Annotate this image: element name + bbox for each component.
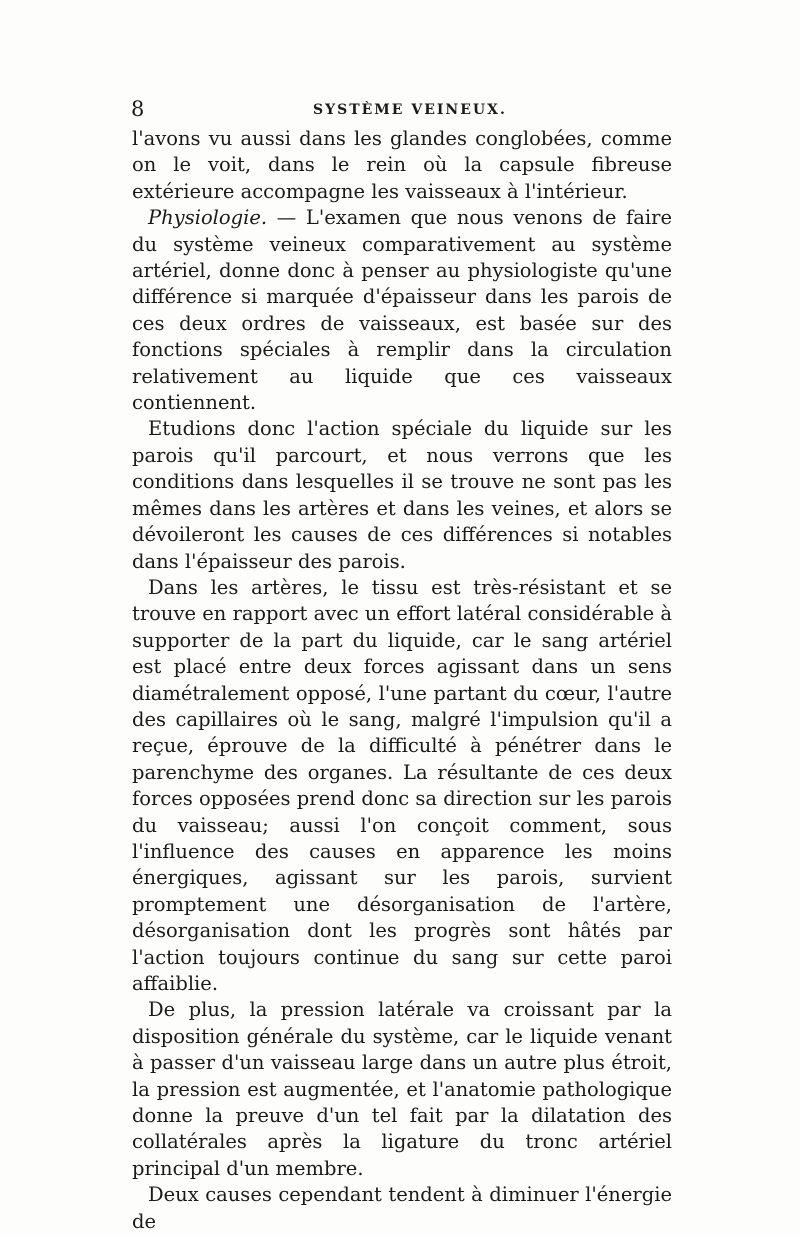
paragraph-4: Dans les artères, le tissu est très-résistant et se trouve en rapport avec un effort latéral considérable à supporter de la part du liquide, car le sang artériel est placé entre deux forces agissant dans un sens diamétralement opposé, l'une partant du cœur, l'autre des capillaires où le sang, malgré l'impulsion qu'il a reçue, éprouve de la difficulté à pénétrer dans le parenchyme des organes. La résultante de ces deux forces opposées prend donc sa direction sur les parois du vaisseau; aussi l'on conçoit comment, sous l'influence des causes en apparence les moins énergiques, agissant sur les parois, survient promptement une désorganisation de l'artère, désorganisation dont les progrès sont hâtés par l'action toujours continue du sang sur cette paroi affaiblie. <box>132 575 672 995</box>
running-head: SYSTÈME VEINEUX. <box>313 102 507 118</box>
section-heading-physiologie: Physiologie. <box>148 206 268 230</box>
paragraph-6: Deux causes cependant tendent à diminuer l'énergie de <box>132 1183 672 1233</box>
paragraph-2-text: — L'examen que nous venons de faire du système veineux comparativement au système artériel, donne donc à penser au physiologiste qu'une différence si marquée d'épaisseur dans les parois de ces deux ordres de vaisseaux, est basée sur des fonctions spéciales à remplir dans la circulation relativement au liquide que ces vaisseaux contiennent. <box>132 206 672 415</box>
page-header <box>131 97 671 121</box>
paragraph-2 <box>132 205 672 416</box>
paragraph-5: De plus, la pression latérale va croissant par la disposition générale du système, car le liquide venant à passer d'un vaisseau large dans un autre plus étroit, la pression est augmentée, et l'anatomie pathologique donne la preuve d'un tel fait par la dilatation des collatérales après la ligature du tronc artériel principal d'un membre. <box>132 998 672 1180</box>
page-number: 8 <box>131 97 145 121</box>
paragraph-1: l'avons vu aussi dans les glandes conglobées, comme on le voit, dans le rein où la capsule fibreuse extérieure accompagne les vaisseaux à l'intérieur. <box>132 127 672 203</box>
paragraph-3: Etudions donc l'action spéciale du liquide sur les parois qu'il parcourt, et nous verrons que les conditions dans lesquelles il se trouve ne sont pas les mêmes dans les artères et dans les veines, et alors se dévoileront les causes de ces différences si notables dans l'épaisseur des parois. <box>132 417 672 573</box>
body-text <box>132 126 672 1235</box>
